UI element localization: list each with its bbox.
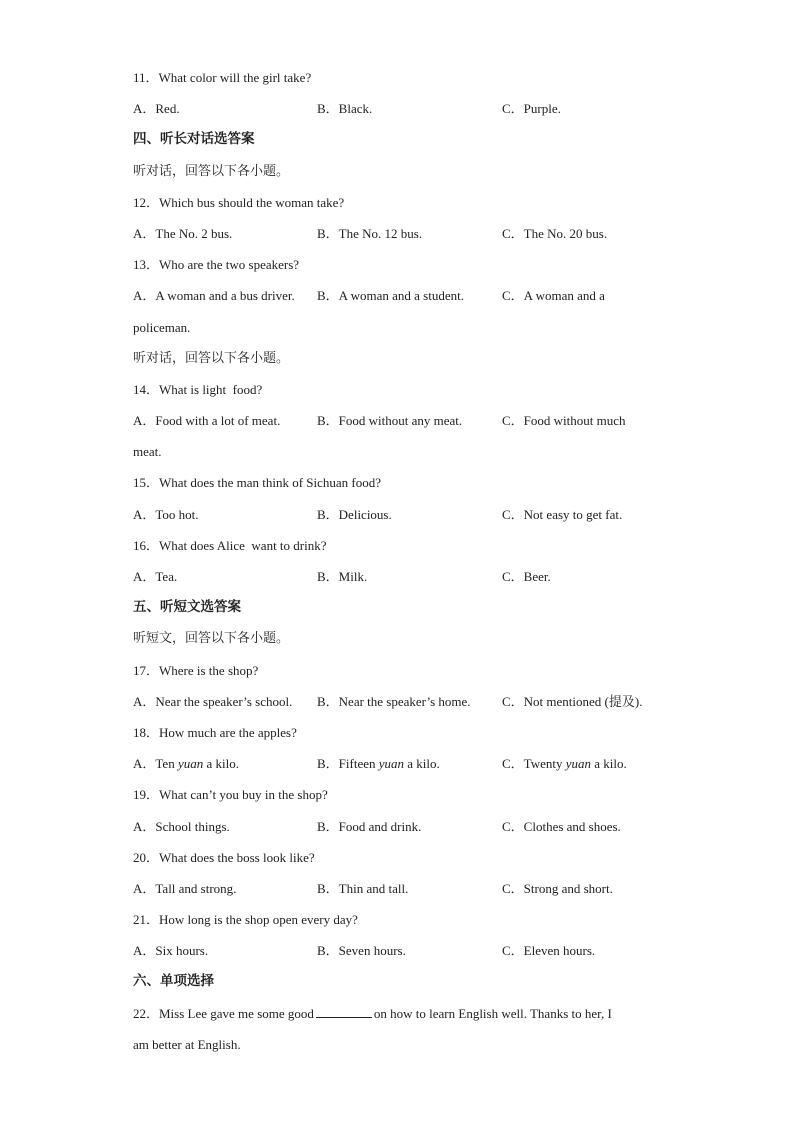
option-prefix: A．Ten [133,756,178,772]
option-suffix: a kilo. [404,756,440,772]
question-17-options [133,686,658,717]
question-16 [133,530,658,561]
option-a: A．The No. 2 bus. [133,225,233,241]
option-b: B．Food without any meat. [317,413,463,429]
exam-page [133,62,658,1060]
question-stem-continued: on how to learn English well. Thanks to her, I [373,1005,612,1021]
option-b: B．Black. [317,101,373,117]
option-a: A．Red. [133,101,180,117]
question-12 [133,187,658,218]
option-a: A．Tall and strong. [133,880,237,896]
option-c: C．Purple. [502,101,561,117]
option-a: A．Six hours. [133,943,209,959]
question-stem: 14．What is light food? [133,381,263,397]
option-c: C．Clothes and shoes. [502,818,621,834]
section-heading-4: 四、听长对话选答案 [133,131,255,148]
option-b: B．Delicious. [317,506,392,522]
question-stem: 19．What can’t you buy in the shop? [133,787,328,803]
option-b: B．Near the speaker’s home. [317,693,471,709]
question-19-options [133,811,658,842]
question-17 [133,655,658,686]
option-b [317,748,440,779]
question-20-options [133,873,658,904]
question-14 [133,374,658,405]
question-13 [133,249,658,280]
question-18 [133,717,658,748]
question-12-options [133,218,658,249]
option-c: C．The No. 20 bus. [502,225,608,241]
option-b: B．A woman and a student. [317,288,464,304]
option-b: B．Food and drink. [317,818,422,834]
question-16-options [133,561,658,592]
option-a: A．Too hot. [133,506,199,522]
question-stem: 11．What color will the girl take? [133,70,312,85]
option-a: A．Tea. [133,569,178,584]
question-stem: 18．How much are the apples? [133,724,297,740]
instruction: 听对话，回答以下各小题。 [133,163,290,179]
question-stem: 12．Which bus should the woman take? [133,194,345,210]
instruction: 听对话，回答以下各小题。 [133,350,290,366]
option-c: C．Not mentioned (提及). [502,693,643,709]
option-c-continuation: meat. [133,444,162,460]
question-15-options [133,499,658,530]
question-13-options [133,280,658,311]
option-c: C．Eleven hours. [502,943,596,959]
option-a: A．School things. [133,818,230,834]
question-stem: 22．Miss Lee gave me some good [133,1005,314,1021]
option-c: C．A woman and a [502,288,605,304]
option-c [502,748,627,779]
option-prefix: C．Twenty [502,756,566,772]
option-suffix: a kilo. [203,756,239,772]
option-b: B．Seven hours. [317,943,406,959]
question-22 [133,998,658,1029]
option-c-continuation: policeman. [133,319,191,335]
option-c: C．Not easy to get fat. [502,506,623,522]
question-21 [133,904,658,935]
option-prefix: B．Fifteen [317,756,379,772]
option-italic: yuan [565,756,592,772]
question-14-options [133,405,658,436]
question-stem: 13．Who are the two speakers? [133,257,300,273]
question-stem: 16．What does Alice want to drink? [133,537,327,553]
option-a [133,748,239,779]
option-c: C．Food without much [502,413,626,429]
question-20 [133,842,658,873]
question-stem: 15．What does the man think of Sichuan food? [133,475,382,491]
option-a: A．A woman and a bus driver. [133,288,295,304]
option-b: B．Milk. [317,569,368,584]
question-11 [133,62,658,93]
question-15 [133,467,658,498]
option-a: A．Near the speaker’s school. [133,693,293,709]
option-b: B．The No. 12 bus. [317,225,423,241]
option-italic: yuan [177,756,204,772]
instruction: 听短文，回答以下各小题。 [133,631,290,647]
question-stem: 20．What does the boss look like? [133,849,315,865]
question-21-options [133,935,658,966]
question-stem: 21．How long is the shop open every day? [133,912,358,928]
section-heading-5: 五、听短文选答案 [133,599,241,616]
option-c: C．Strong and short. [502,880,613,896]
section-heading-6: 六、单项选择 [133,973,214,990]
answer-blank[interactable] [316,1005,372,1018]
question-18-options [133,748,658,779]
option-suffix: a kilo. [591,756,627,772]
question-11-options [133,93,658,124]
option-a: A．Food with a lot of meat. [133,413,281,429]
question-stem: 17．Where is the shop? [133,662,259,678]
option-c: C．Beer. [502,569,551,584]
option-italic: yuan [378,756,405,772]
question-22-continuation: am better at English. [133,1036,241,1052]
option-b: B．Thin and tall. [317,880,409,896]
question-19 [133,779,658,810]
